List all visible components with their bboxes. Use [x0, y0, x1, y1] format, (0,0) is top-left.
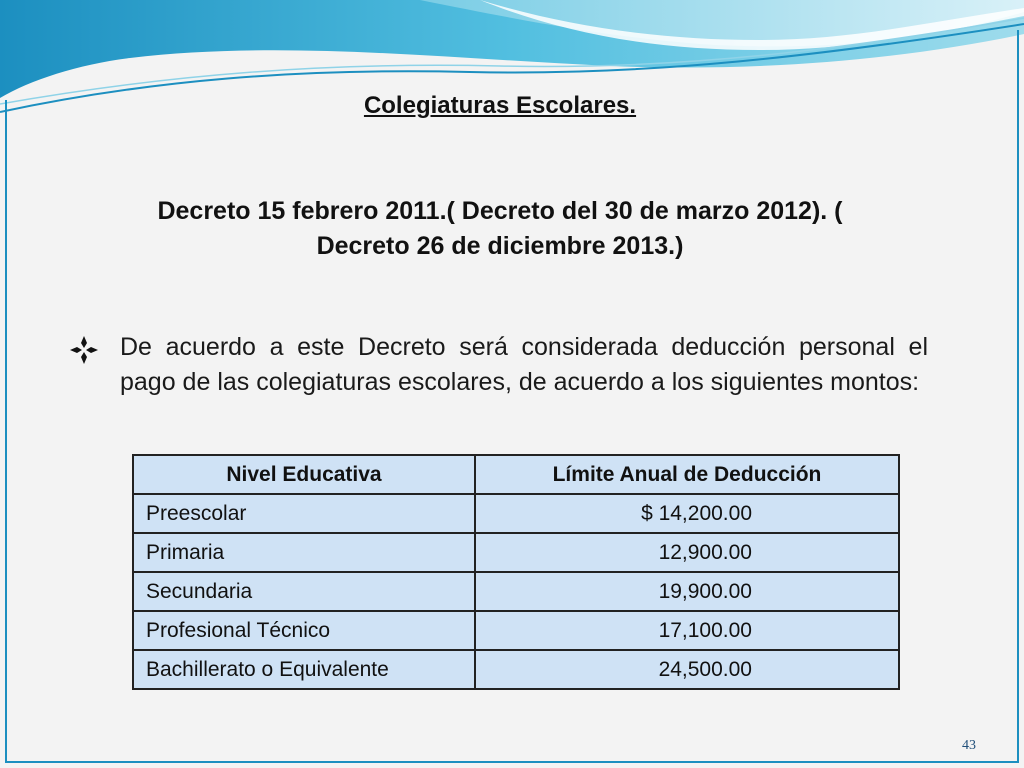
table-row	[133, 533, 899, 572]
decree-heading	[80, 194, 920, 264]
amount-cell: $ 14,200.00	[475, 494, 899, 533]
table-row	[133, 494, 899, 533]
table-row	[133, 650, 899, 689]
decree-line-2: Decreto 26 de diciembre 2013.)	[316, 232, 684, 260]
header-level: Nivel Educativa	[133, 455, 475, 494]
level-cell: Secundaria	[133, 572, 475, 611]
header-limit: Límite Anual de Deducción	[475, 455, 899, 494]
amount-cell: 17,100.00	[475, 611, 899, 650]
table-row	[133, 572, 899, 611]
deduction-table	[132, 454, 900, 690]
level-cell: Profesional Técnico	[133, 611, 475, 650]
page-number: 43	[962, 738, 976, 753]
level-cell: Primaria	[133, 533, 475, 572]
level-cell: Bachillerato o Equivalente	[133, 650, 475, 689]
level-cell: Preescolar	[133, 494, 475, 533]
diamond-bullet-icon	[68, 334, 100, 366]
decree-line-1: Decreto 15 febrero 2011.( Decreto del 30 de marzo 2012). (	[157, 197, 843, 225]
amount-cell: 24,500.00	[475, 650, 899, 689]
table-row	[133, 611, 899, 650]
amount-cell: 19,900.00	[475, 572, 899, 611]
amount-cell: 12,900.00	[475, 533, 899, 572]
bullet-paragraph: De acuerdo a este Decreto será considerada deducción personal el pago de las colegiaturas escolares, de acuerdo a los siguientes montos:	[120, 333, 928, 396]
table-header-row	[133, 455, 899, 494]
slide-title: Colegiaturas Escolares.	[363, 92, 637, 119]
